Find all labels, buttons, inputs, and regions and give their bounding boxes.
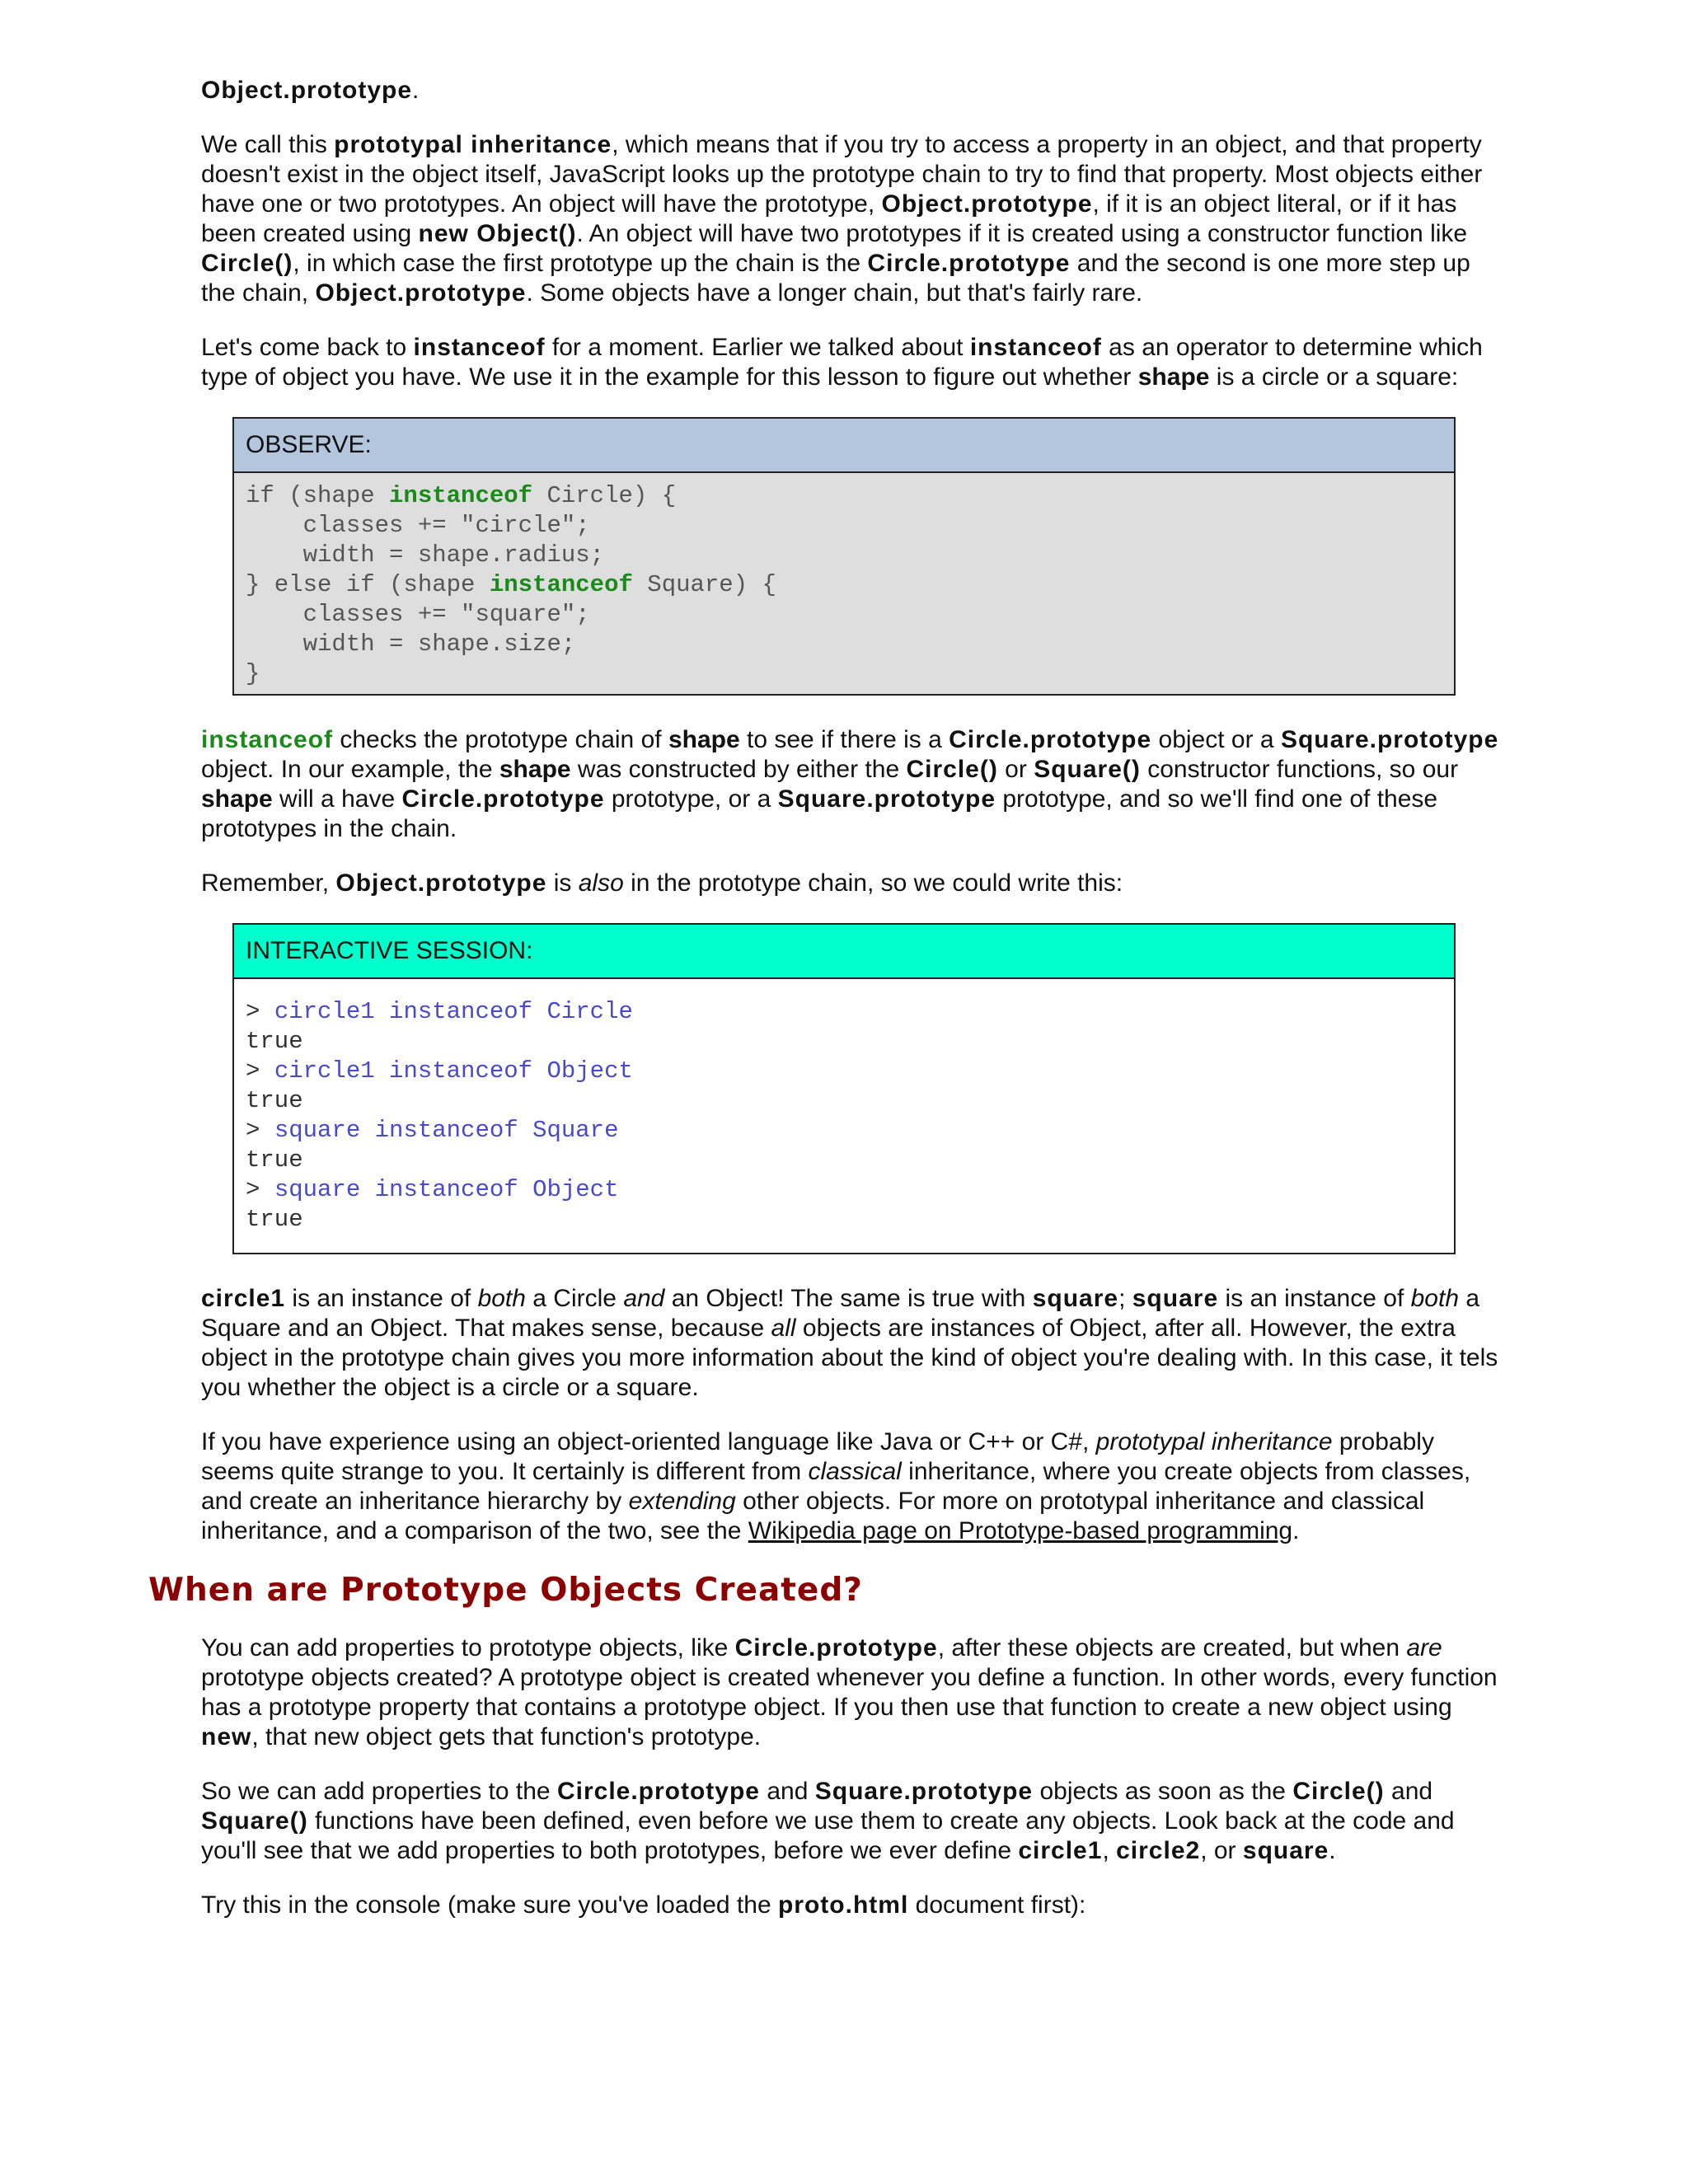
code-line: width = shape.radius; bbox=[246, 541, 605, 569]
code-line: } else if (shape instanceof Square) { bbox=[246, 571, 776, 598]
session-line: true bbox=[246, 1087, 303, 1114]
interactive-session-box bbox=[232, 923, 1456, 1254]
top-fragment: Object.prototype. bbox=[201, 77, 420, 104]
paragraph-when-created: You can add properties to prototype objects, like Circle.prototype, after these objects are created, but when are prototype objects created? A prototype object is created whenever you define a function. In other words, every function has a prototype property that contains a prototype object. If you then use that function to create a new object using new, that new object gets that function's prototype. bbox=[201, 1634, 1498, 1750]
code-line: classes += "circle"; bbox=[246, 512, 590, 539]
paragraph-classical-inheritance: If you have experience using an object-oriented language like Java or C++ or C#, prototypal inheritance probably seems quite strange to you. It certainly is different from classical inheritance, where you create objects from classes, and create an inheritance hierarchy by extending other objects. For more on prototypal inheritance and classical inheritance, and a comparison of the two, see the Wikipedia page on Prototype-based programming. bbox=[201, 1428, 1471, 1544]
observe-code bbox=[234, 473, 1454, 694]
session-line: > circle1 instanceof Object bbox=[246, 1057, 633, 1085]
lesson-content bbox=[148, 76, 1503, 1945]
observe-header: OBSERVE: bbox=[234, 419, 1454, 473]
observe-box bbox=[232, 417, 1456, 696]
session-line: > square instanceof Object bbox=[246, 1176, 619, 1203]
section-heading: When are Prototype Objects Created? bbox=[148, 1572, 863, 1609]
paragraph-remember: Remember, Object.prototype is also in the prototype chain, so we could write this: bbox=[201, 869, 1123, 897]
session-code bbox=[234, 979, 1454, 1253]
session-header: INTERACTIVE SESSION: bbox=[234, 925, 1454, 979]
session-line: true bbox=[246, 1206, 303, 1233]
session-line: > square instanceof Square bbox=[246, 1117, 619, 1144]
code-term: Object.prototype bbox=[201, 77, 413, 104]
session-line: true bbox=[246, 1028, 303, 1055]
paragraph-instance-of-both: circle1 is an instance of both a Circle and an Object! The same is true with square; square is an instance of both a Square and an Object. That makes sense, because all objects are instances of Object, after all. However, the extra object in the prototype chain gives you more information about the kind of object you're dealing with. In this case, it tels you whether the object is a circle or a square. bbox=[201, 1285, 1498, 1401]
wikipedia-link[interactable]: Wikipedia page on Prototype-based programming bbox=[748, 1517, 1293, 1544]
paragraph-prototypal-inheritance: We call this prototypal inheritance, which means that if you try to access a property in an object, and that property doesn't exist in the object itself, JavaScript looks up the prototype chain to try to find that property. Most objects either have one or two prototypes. An object will have the prototype, Object.prototype, if it is an object literal, or if it has been created using new Object(). An object will have two prototypes if it is created using a constructor function like Circle(), in which case the first prototype up the chain is the Circle.prototype and the second is one more step up the chain, Object.prototype. Some objects have a longer chain, but that's fairly rare. bbox=[201, 131, 1483, 307]
session-line: > circle1 instanceof Circle bbox=[246, 998, 633, 1025]
session-line: true bbox=[246, 1146, 303, 1174]
paragraph-try-console: Try this in the console (make sure you've loaded the proto.html document first): bbox=[201, 1891, 1086, 1919]
code-line: if (shape instanceof Circle) { bbox=[246, 482, 677, 509]
paragraph-add-properties: So we can add properties to the Circle.prototype and Square.prototype objects as soon as the Circle() and Square() functions have been defined, even before we use them to create any objects. Look back at the code and you'll see that we add properties to both prototypes, before we ever define circle1, circle2, or square. bbox=[201, 1778, 1455, 1864]
code-line: width = shape.size; bbox=[246, 630, 576, 658]
paragraph-instanceof-checks: instanceof checks the prototype chain of shape to see if there is a Circle.prototype object or a Square.prototype object. In our example, the shape was constructed by either the Circle() or Square() constructor functions, so our shape will a have Circle.prototype prototype, or a Square.prototype prototype, and so we'll find one of these prototypes in the chain. bbox=[201, 726, 1499, 842]
code-line: } bbox=[246, 660, 260, 687]
code-line: classes += "square"; bbox=[246, 601, 590, 628]
key-term: prototypal inheritance bbox=[334, 131, 612, 158]
paragraph-instanceof-intro: Let's come back to instanceof for a moment. Earlier we talked about instanceof as an operator to determine which type of object you have. We use it in the example for this lesson to figure out whether shape is a circle or a square: bbox=[201, 334, 1483, 391]
